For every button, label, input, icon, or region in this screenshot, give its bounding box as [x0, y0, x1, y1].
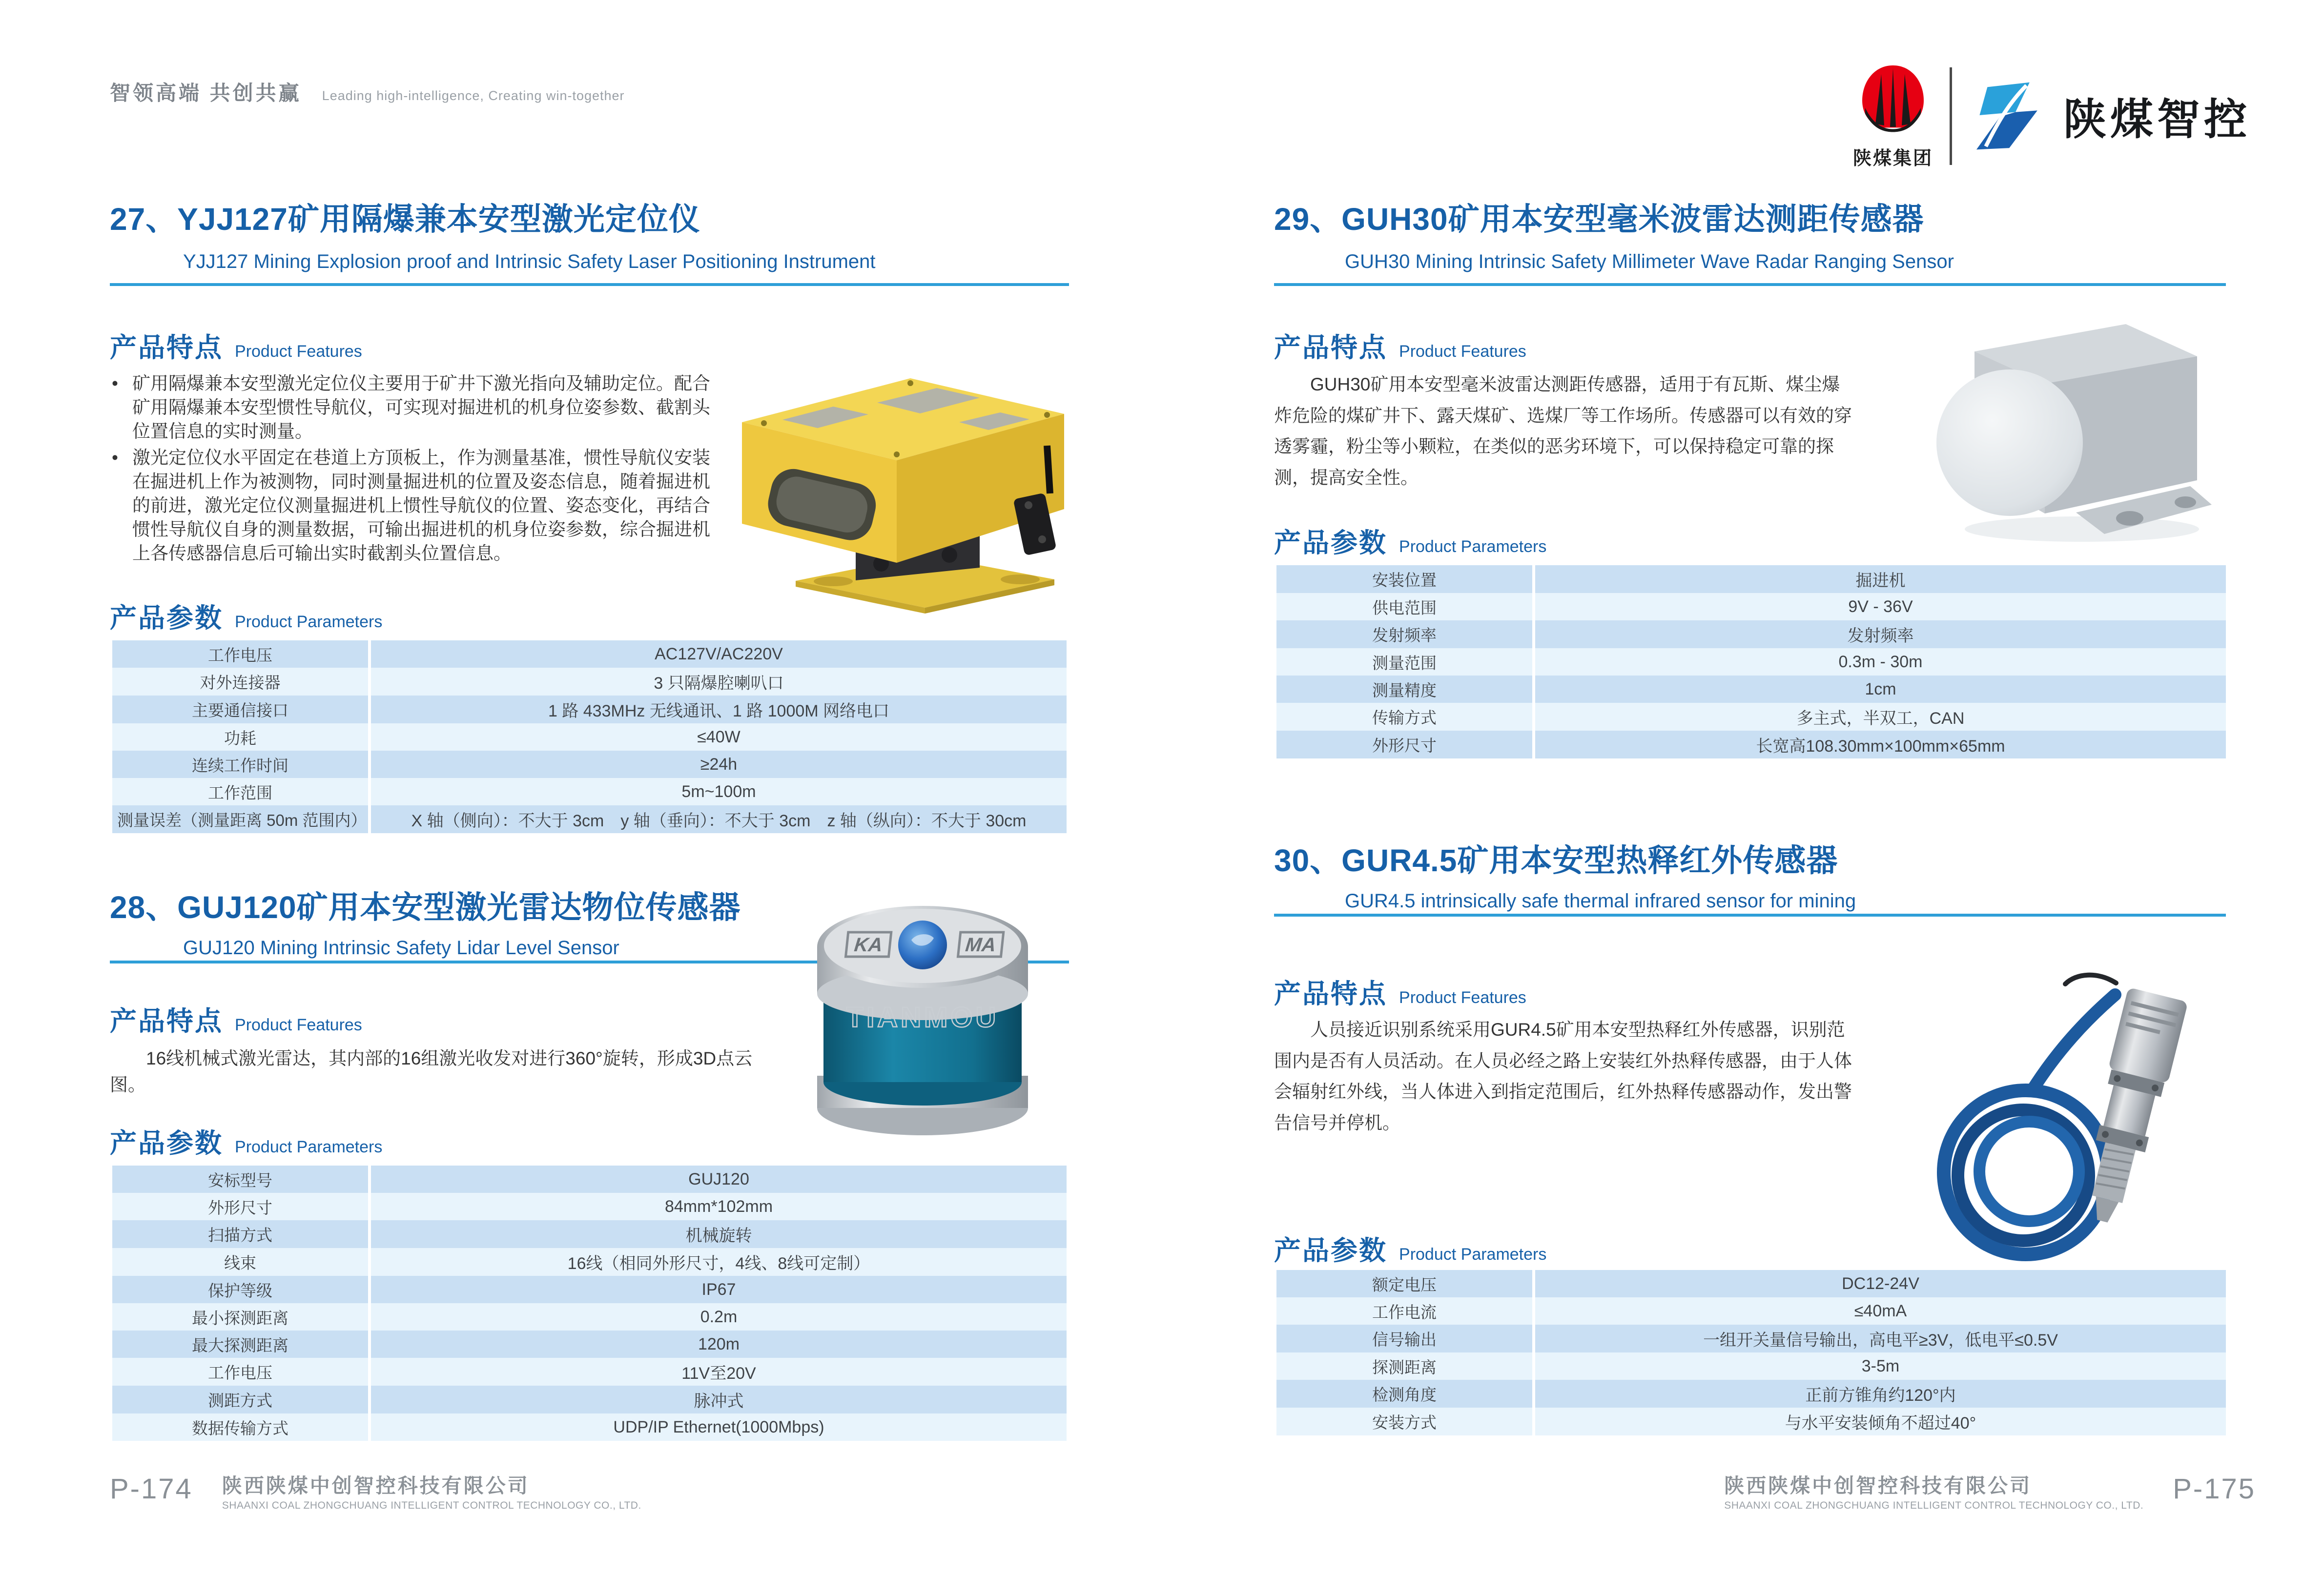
table-row: [1276, 648, 2226, 676]
table-row: [112, 751, 1067, 778]
section-29-features-list: [1274, 369, 1852, 493]
section-30-subtitle: GUR4.5 intrinsically safe thermal infrared sensor for mining: [1345, 890, 1856, 912]
feature-item: 人员接近识别系统采用GUR4.5矿用本安型热释红外传感器，识别范围内是否有人员活动。在人员必经之路上安装红外热释传感器，由于人体会辐射红外线，当人体进入到指定范围后，红外热释传感器动作，发出警告信号并停机。: [1274, 1020, 1852, 1133]
row-label: 主要通信接口: [112, 696, 371, 723]
params-heading-zh: 产品参数: [1274, 1235, 1388, 1266]
company-name-en: SHAANXI COAL ZHONGCHUANG INTELLIGENT CONTROL TECHNOLOGY CO., LTD.: [222, 1500, 641, 1512]
row-label: 安装方式: [1276, 1408, 1535, 1435]
row-value: 16线（相同外形尺寸，4线、8线可定制）: [567, 1254, 870, 1273]
row-value: 发射频率: [1847, 627, 1914, 645]
row-value: 1 路 433MHz 无线通讯、1 路 1000M 网络电口: [548, 702, 890, 720]
row-label: 测量范围: [1276, 648, 1535, 676]
section-27-params-heading: [110, 596, 382, 635]
table-row: [1276, 703, 2226, 731]
row-value: 多主式，半双工，CAN: [1796, 709, 1965, 728]
company-name-en: SHAANXI COAL ZHONGCHUANG INTELLIGENT CONTROL TECHNOLOGY CO., LTD.: [1724, 1500, 2144, 1512]
row-label: 连续工作时间: [112, 751, 371, 778]
section-30-params-table: [1276, 1270, 2226, 1435]
params-heading-zh: 产品参数: [110, 1128, 224, 1158]
row-label: 发射频率: [1276, 620, 1535, 648]
params-heading-en: Product Parameters: [1399, 1245, 1547, 1264]
table-row: [1276, 593, 2226, 620]
table-row: [1276, 1408, 2226, 1435]
section-28-params-table: [112, 1166, 1067, 1441]
footer-left: [110, 1475, 641, 1512]
row-value: 3-5m: [1861, 1356, 1900, 1375]
table-row: [1276, 1325, 2226, 1352]
table-row: [1276, 620, 2226, 648]
company-name: [1724, 1475, 2143, 1512]
params-heading-en: Product Parameters: [235, 1138, 383, 1156]
row-label: 传输方式: [1276, 703, 1535, 731]
row-label: 保护等级: [112, 1276, 371, 1303]
table-row: [112, 1413, 1067, 1441]
product-image-yjj127: [705, 334, 1076, 617]
header-tagline: [110, 77, 625, 106]
row-label: 最小探测距离: [112, 1303, 371, 1331]
section-28-subtitle: GUJ120 Mining Intrinsic Safety Lidar Level Sensor: [183, 937, 619, 959]
section-27-features-heading: [110, 326, 362, 365]
section-29-params-table: [1276, 565, 2226, 758]
feature-item: • 矿用隔爆兼本安型激光定位仪主要用于矿井下激光指向及辅助定位。配合矿用隔爆兼本安型惯性导航仪，可实现对掘进机的机身位姿参数、截割头位置信息的实时测量。: [110, 372, 715, 443]
flame-icon: [1856, 62, 1930, 138]
table-row: [1276, 1270, 2226, 1297]
product-image-guh30: [1921, 299, 2214, 548]
row-value: AC127V/AC220V: [655, 644, 783, 663]
company-name-zh: 陕西陕煤中创智控科技有限公司: [1724, 1475, 2032, 1497]
row-value: 一组开关量信号输出，高电平≥3V，低电平≤0.5V: [1703, 1331, 2058, 1350]
row-label: 扫描方式: [112, 1220, 371, 1248]
badge-ka: KA: [853, 934, 884, 956]
params-heading-en: Product Parameters: [1399, 537, 1547, 556]
row-value: 11V至20V: [681, 1364, 756, 1383]
section-29-subtitle: GUH30 Mining Intrinsic Safety Millimeter Wave Radar Ranging Sensor: [1345, 251, 1954, 272]
section-29-rule: [1274, 283, 2226, 286]
row-value: 脉冲式: [694, 1392, 744, 1411]
section-27-title: 27、YJJ127矿用隔爆兼本安型激光定位仪: [110, 202, 700, 237]
section-29-features-heading: [1274, 326, 1526, 365]
row-value: 5m~100m: [681, 782, 756, 801]
row-label: 安装位置: [1276, 565, 1535, 593]
table-row: [112, 1386, 1067, 1413]
params-heading-zh: 产品参数: [110, 603, 224, 633]
row-label: 额定电压: [1276, 1270, 1535, 1297]
footer-right: [1724, 1475, 2256, 1512]
features-heading-en: Product Features: [235, 342, 362, 361]
table-row: [112, 696, 1067, 723]
row-label: 检测角度: [1276, 1380, 1535, 1408]
section-29-title: 29、GUH30矿用本安型毫米波雷达测距传感器: [1274, 202, 1924, 237]
row-value: 正前方锥角约120°内: [1805, 1386, 1956, 1405]
table-row: [1276, 565, 2226, 593]
row-label: 线束: [112, 1248, 371, 1276]
row-label: 外形尺寸: [1276, 731, 1535, 758]
tagline-en: Leading high-intelligence, Creating win-together: [322, 88, 625, 103]
row-label: 外形尺寸: [112, 1193, 371, 1220]
section-27-rule: [110, 283, 1069, 286]
row-value: 机械旋转: [685, 1227, 752, 1245]
table-row: [112, 1358, 1067, 1386]
row-label: 安标型号: [112, 1166, 371, 1193]
row-label: 数据传输方式: [112, 1413, 371, 1441]
row-value: 与水平安装倾角不超过40°: [1785, 1414, 1976, 1433]
table-row: [1276, 1352, 2226, 1380]
table-row: [1276, 731, 2226, 758]
params-heading-en: Product Parameters: [235, 613, 383, 631]
feature-item: • 激光定位仪水平固定在巷道上方顶板上，作为测量基准，惯性导航仪安装在掘进机上作为被测物，同时测量掘进机的位置及姿态信息，随着掘进机的前进，激光定位仪测量掘进机上惯性导航仪的位置、姿态变化，再结合惯性导航仪自身的测量数据，可输出掘进机的机身位姿参数，综合掘进机上各传感器信息后可输出实时截割头位置信息。: [110, 446, 715, 565]
section-29-params-heading: [1274, 521, 1546, 560]
row-value: ≥24h: [700, 755, 738, 774]
table-row: [112, 1193, 1067, 1220]
row-label: 功耗: [112, 723, 371, 751]
section-30-title: 30、GUR4.5矿用本安型热释红外传感器: [1274, 843, 1838, 878]
page-number-left: P-174: [110, 1473, 193, 1505]
product-image-gur45: [1906, 963, 2189, 1280]
params-heading-zh: 产品参数: [1274, 528, 1388, 558]
section-27-params-table: [112, 640, 1067, 833]
section-28-features-list: [110, 1045, 759, 1098]
table-row: [1276, 1297, 2226, 1325]
badge-tianmou: TIANMOU: [846, 1002, 999, 1033]
table-row: [112, 1220, 1067, 1248]
section-30-params-heading: [1274, 1229, 1546, 1268]
section-28-params-heading: [110, 1122, 382, 1160]
section-27-features-list: [110, 372, 715, 569]
table-row: [112, 778, 1067, 805]
features-heading-en: Product Features: [1399, 988, 1526, 1007]
section-28-features-heading: [110, 1000, 362, 1038]
table-row: [112, 723, 1067, 751]
row-value: UDP/IP Ethernet(1000Mbps): [613, 1417, 824, 1436]
row-value: 120m: [698, 1334, 740, 1353]
brand-z-icon: [1969, 76, 2047, 157]
features-heading-en: Product Features: [235, 1016, 362, 1034]
feature-item: 16线机械式激光雷达，其内部的16组激光收发对进行360°旋转，形成3D点云图。: [110, 1048, 753, 1095]
row-value: GUJ120: [688, 1169, 749, 1188]
row-value: 1cm: [1865, 679, 1896, 698]
table-row: [1276, 1380, 2226, 1408]
table-row: [112, 1276, 1067, 1303]
section-30-rule: [1274, 914, 2226, 917]
group-logo: [1853, 62, 1933, 170]
row-value: 0.3m - 30m: [1838, 652, 1923, 671]
table-row: [112, 640, 1067, 668]
table-row: [112, 1248, 1067, 1276]
section-27-subtitle: YJJ127 Mining Explosion proof and Intrinsic Safety Laser Positioning Instrument: [183, 251, 876, 272]
badge-ma: MA: [964, 934, 997, 956]
row-label: 工作电压: [112, 640, 371, 668]
row-label: 工作电压: [112, 1358, 371, 1386]
table-row: [112, 805, 1067, 833]
features-heading-zh: 产品特点: [110, 1006, 224, 1036]
company-name-zh: 陕西陕煤中创智控科技有限公司: [222, 1475, 530, 1497]
table-row: [112, 1166, 1067, 1193]
row-value: ≤40W: [697, 727, 740, 746]
row-value: 掘进机: [1855, 572, 1906, 590]
row-label: 测量误差（测量距离 50m 范围内）: [112, 805, 371, 833]
row-value: 3 只隔爆腔喇叭口: [654, 674, 784, 693]
product-image-guj120: [779, 889, 1067, 1146]
company-logo: [1853, 62, 2251, 170]
table-row: [1276, 676, 2226, 703]
table-row: [112, 668, 1067, 696]
row-value: ≤40mA: [1854, 1301, 1907, 1320]
logo-brand-name: 陕煤智控: [2063, 95, 2251, 143]
logo-group-name: 陕煤集团: [1852, 148, 1933, 169]
row-value: 长宽高108.30mm×100mm×65mm: [1756, 737, 2005, 756]
row-label: 工作电流: [1276, 1297, 1535, 1325]
row-value: 9V - 36V: [1848, 597, 1913, 616]
section-30-features-heading: [1274, 972, 1526, 1011]
row-value: IP67: [701, 1280, 736, 1299]
table-row: [112, 1331, 1067, 1358]
row-label: 供电范围: [1276, 593, 1535, 620]
logo-divider: [1950, 67, 1952, 165]
row-label: 对外连接器: [112, 668, 371, 696]
row-label: 最大探测距离: [112, 1331, 371, 1358]
row-label: 工作范围: [112, 778, 371, 805]
row-value: 0.2m: [700, 1307, 738, 1326]
feature-item: GUH30矿用本安型毫米波雷达测距传感器，适用于有瓦斯、煤尘爆炸危险的煤矿井下、露天煤矿、选煤厂等工作场所。传感器可以有效的穿透雾霾，粉尘等小颗粒，在类似的恶劣环境下，可以保持稳定可靠的探测，提高安全性。: [1274, 374, 1852, 488]
row-label: 测距方式: [112, 1386, 371, 1413]
features-heading-zh: 产品特点: [1274, 979, 1388, 1009]
company-name: [222, 1475, 641, 1512]
features-heading-zh: 产品特点: [1274, 332, 1388, 363]
table-row: [112, 1303, 1067, 1331]
page-number-right: P-175: [2173, 1473, 2256, 1505]
features-heading-zh: 产品特点: [110, 332, 224, 363]
section-30-features-list: [1274, 1014, 1852, 1139]
row-label: 测量精度: [1276, 676, 1535, 703]
row-value: DC12-24V: [1842, 1274, 1919, 1293]
section-28-title: 28、GUJ120矿用本安型激光雷达物位传感器: [110, 890, 741, 925]
row-label: 信号输出: [1276, 1325, 1535, 1352]
row-value: X 轴（侧向）：不大于 3cm y 轴（垂向）：不大于 3cm z 轴（纵向）：不大于 30cm: [411, 812, 1027, 830]
row-label: 探测距离: [1276, 1352, 1535, 1380]
row-value: 84mm*102mm: [664, 1197, 773, 1216]
tagline-zh: 智领高端 共创共赢: [110, 82, 302, 104]
features-heading-en: Product Features: [1399, 342, 1526, 361]
